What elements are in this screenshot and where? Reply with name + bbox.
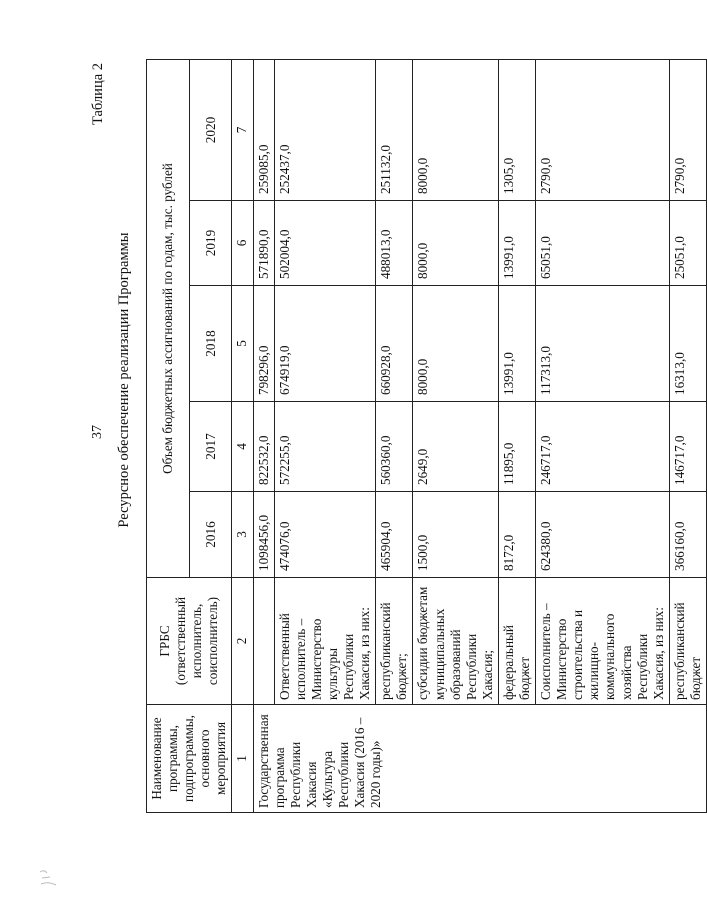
table-row: [498, 60, 535, 813]
value-cell: 798296,0: [253, 286, 274, 402]
total-row: [253, 60, 274, 813]
value-cell: 8000,0: [413, 286, 498, 402]
rotated-page-content: [0, 62, 703, 905]
year-header: 2019: [189, 201, 232, 286]
value-cell: 8000,0: [413, 60, 498, 201]
page-number: 37: [90, 425, 105, 439]
value-cell: 822532,0: [253, 402, 274, 492]
value-cell: 1305,0: [498, 60, 535, 201]
header-grbs: ГРБС (ответственный исполнитель, соисполнитель): [147, 578, 232, 705]
value-cell: 11895,0: [498, 402, 535, 492]
column-number: 2: [232, 578, 253, 705]
margin-scribble-mark: [38, 868, 60, 888]
value-cell: 251132,0: [376, 60, 413, 201]
row-label: республиканский бюджет: [669, 578, 706, 705]
column-number: 7: [232, 60, 253, 201]
resource-table: [146, 59, 707, 813]
value-cell: 8000,0: [413, 201, 498, 286]
table-row: [376, 60, 413, 813]
row-label: республиканский бюджет;: [376, 578, 413, 705]
value-cell: 502004,0: [274, 201, 376, 286]
value-cell: 1500,0: [413, 492, 498, 578]
header-row: [147, 60, 190, 813]
row-label: федеральный бюджет: [498, 578, 535, 705]
value-cell: 474076,0: [274, 492, 376, 578]
value-cell: 25051,0: [669, 201, 706, 286]
total-label-cell: [253, 578, 274, 705]
value-cell: 2790,0: [536, 60, 670, 201]
row-label: субсидии бюджетам муниципальных образований Республики Хакасия;: [413, 578, 498, 705]
value-cell: 252437,0: [274, 60, 376, 201]
value-cell: 146717,0: [669, 402, 706, 492]
value-cell: 13991,0: [498, 286, 535, 402]
year-header: 2018: [189, 286, 232, 402]
value-cell: 660928,0: [376, 286, 413, 402]
value-cell: 246717,0: [536, 402, 670, 492]
table-label: Таблица 2: [90, 62, 106, 125]
column-number: 6: [232, 201, 253, 286]
year-header: 2017: [189, 402, 232, 492]
value-cell: 13991,0: [498, 201, 535, 286]
value-cell: 624380,0: [536, 492, 670, 578]
column-number: 4: [232, 402, 253, 492]
column-number-row: [232, 60, 253, 813]
value-cell: 2790,0: [669, 60, 706, 201]
table-row: [413, 60, 498, 813]
value-cell: 117313,0: [536, 286, 670, 402]
table-row: [536, 60, 670, 813]
value-cell: 572255,0: [274, 402, 376, 492]
document-title: Ресурсное обеспечение реализации Программы: [116, 232, 132, 528]
table-row: [274, 60, 376, 813]
year-header: 2020: [189, 60, 232, 201]
value-cell: 560360,0: [376, 402, 413, 492]
year-header: 2016: [189, 492, 232, 578]
value-cell: 488013,0: [376, 201, 413, 286]
column-number: 5: [232, 286, 253, 402]
value-cell: 571890,0: [253, 201, 274, 286]
value-cell: 2649,0: [413, 402, 498, 492]
value-cell: 674919,0: [274, 286, 376, 402]
row-label: Ответственный исполнитель – Министерство культуры Республики Хакасия, из них:: [274, 578, 376, 705]
column-number: 1: [232, 705, 253, 813]
row-label: Соисполнитель – Министерство строительства и жилищно-коммунального хозяйства Республики Хакасия, из них:: [536, 578, 670, 705]
column-number: 3: [232, 492, 253, 578]
program-name: Государственная программа Республики Хакасия «Культура Республики Хакасия (2016 –2020 годы)»: [253, 705, 706, 813]
header-volume: Объем бюджетных ассигнований по годам, тыс. рублей: [147, 60, 190, 578]
value-cell: 65051,0: [536, 201, 670, 286]
header-name: Наименование программы, подпрограммы, основного мероприятия: [147, 705, 232, 813]
value-cell: 16313,0: [669, 286, 706, 402]
value-cell: 259085,0: [253, 60, 274, 201]
value-cell: 465904,0: [376, 492, 413, 578]
value-cell: 366160,0: [669, 492, 706, 578]
value-cell: 8172,0: [498, 492, 535, 578]
value-cell: 1098456,0: [253, 492, 274, 578]
table-row: [669, 60, 706, 813]
